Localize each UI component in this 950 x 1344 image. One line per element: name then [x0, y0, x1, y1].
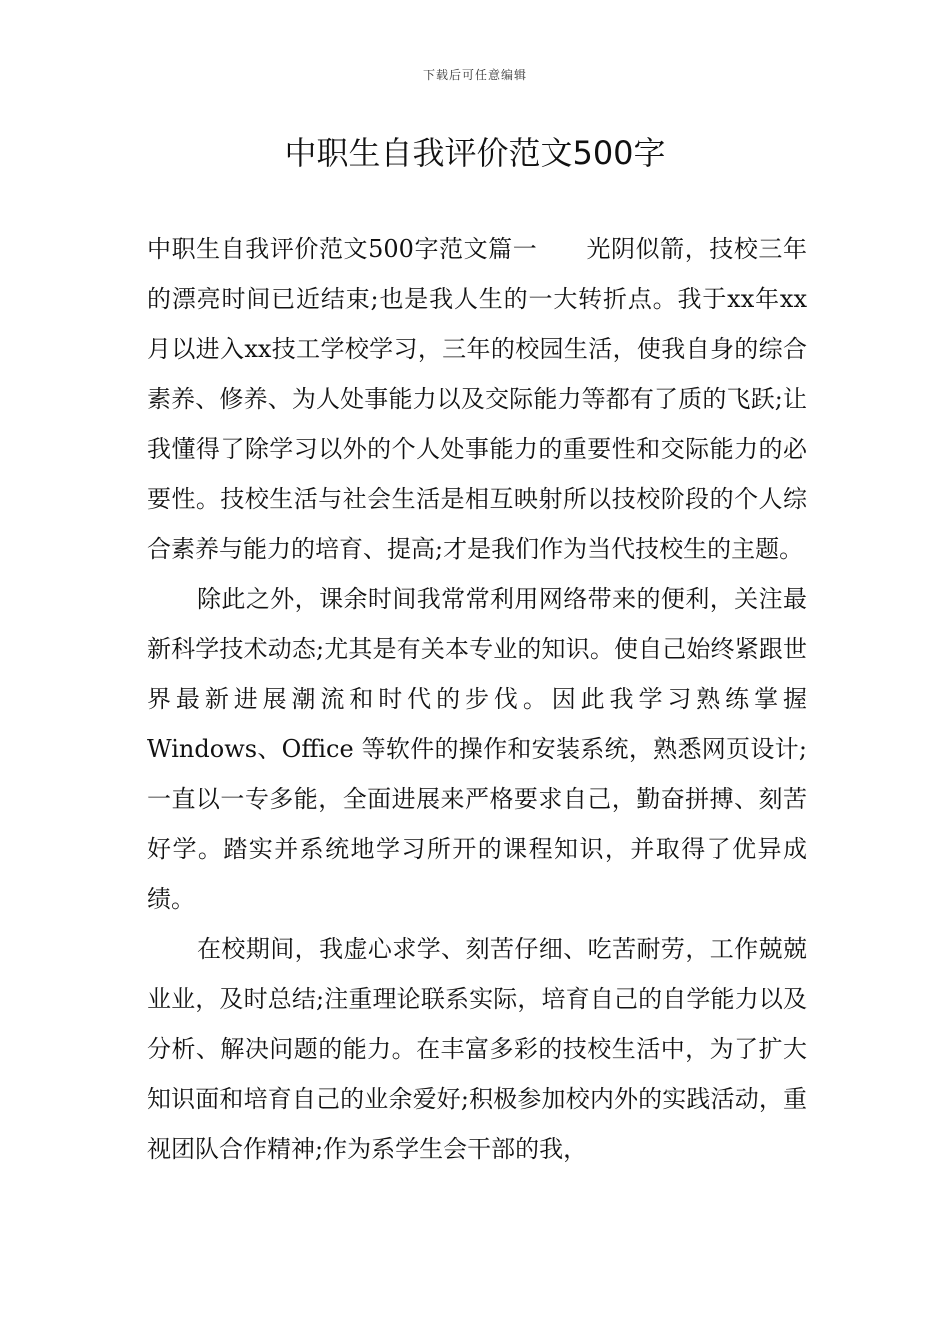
document-body: [147, 224, 807, 1174]
paragraph-3: 在校期间，我虚心求学、刻苦仔细、吃苦耐劳，工作兢兢业业，及时总结;注重理论联系实际，培育自己的自学能力以及分析、解决问题的能力。在丰富多彩的技校生活中，为了扩大知识面和培育自己的业余爱好;积极参加校内外的实践活动，重视团队合作精神;作为系学生会干部的我，: [147, 935, 807, 1163]
document-title: 中职生自我评价范文500字: [284, 134, 666, 172]
paragraph-2: 除此之外，课余时间我常常利用网络带来的便利，关注最新科学技术动态;尤其是有关本专业的知识。使自己始终紧跟世界最新进展潮流和时代的步伐。因此我学习熟练掌握Windows、Office 等软件的操作和安装系统，熟悉网页设计;一直以一专多能，全面进展来严格要求自己，勤奋拼搏、刻苦好学。踏实并系统地学习所开的课程知识，并取得了优异成绩。: [147, 585, 807, 913]
paragraph-1: 中职生自我评价范文500字范文篇一 光阴似箭，技校三年的漂亮时间已近结束;也是我人生的一大转折点。我于xx年xx月以进入xx技工学校学习，三年的校园生活，使我自身的综合素养、修养、为人处事能力以及交际能力等都有了质的飞跃;让我懂得了除学习以外的个人处事能力的重要性和交际能力的必要性。技校生活与社会生活是相互映射所以技校阶段的个人综合素养与能力的培育、提高;才是我们作为当代技校生的主题。: [147, 235, 807, 563]
header-note: 下载后可任意编辑: [422, 68, 527, 82]
